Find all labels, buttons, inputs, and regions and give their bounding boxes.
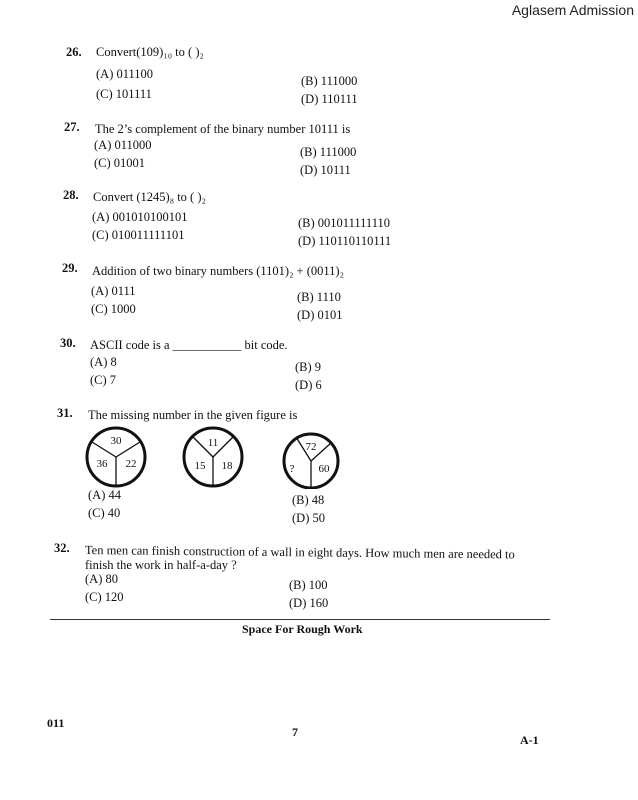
option-c: (C) 120 [85,590,124,604]
figure-circle-1 [87,428,145,486]
option-d: (D) 110111 [301,92,358,106]
option-d: (D) 0101 [297,308,343,322]
circle2-left-value: 15 [194,460,206,472]
option-a: (A) 44 [88,488,121,502]
divider-line [50,619,550,620]
question-text: ASCII code is a ___________ bit code. [90,338,288,352]
question-number: 32. [54,541,70,555]
option-d: (D) 110110110111 [298,234,392,248]
question-text: Convert(109)₁₀ to ( )₂ [96,45,204,59]
option-b: (B) 48 [292,493,325,507]
option-c: (C) 101111 [96,87,152,101]
circle2-right-value: 18 [221,460,233,472]
question-number: 28. [63,188,79,202]
option-b: (B) 111000 [301,74,358,88]
option-a: (A) 011000 [94,138,152,152]
option-c: (C) 40 [88,506,121,520]
header-watermark: Aglasem Admission [511,2,634,18]
circle3-right-value: 60 [318,463,330,475]
circle1-left-value: 36 [96,458,108,470]
option-d: (D) 50 [292,511,325,525]
footer-code: 011 [47,716,65,730]
question-text: Addition of two binary numbers (1101)₂ + (0011)₂ [92,264,344,278]
option-a: (A) 80 [85,572,118,586]
rough-work-label: Space For Rough Work [242,622,363,636]
option-c: (C) 010011111101 [92,228,185,242]
option-c: (C) 7 [90,373,117,387]
option-a: (A) 8 [90,355,117,369]
option-c: (C) 01001 [94,156,146,170]
question-text: The missing number in the given figure is [88,408,298,422]
circle2-top-value: 11 [207,437,219,449]
question-text: The 2’s complement of the binary number 10111 is [95,122,351,136]
circle-figure [80,425,350,489]
option-b: (B) 100 [289,578,328,592]
question-number: 26. [66,45,82,59]
question-number: 27. [64,120,80,134]
option-d: (D) 10111 [300,163,351,177]
option-b: (B) 9 [295,360,322,374]
set-label: A-1 [520,733,539,747]
option-d: (D) 6 [295,378,322,392]
question-number: 31. [57,406,73,420]
option-a: (A) 011100 [96,67,154,81]
page-number: 7 [292,725,298,739]
figure-circle-2 [184,428,242,486]
question-number: 30. [60,336,76,350]
option-c: (C) 1000 [91,302,136,316]
question-text-continued: finish the work in half-a-day ? [85,558,237,572]
circle3-missing-value: ? [289,463,295,475]
question-text: Ten men can finish construction of a wall in eight days. How much men are needed to [84,543,515,562]
circle1-top-value: 30 [110,435,122,447]
circle1-right-value: 22 [125,458,137,470]
question-text: Convert (1245)₈ to ( )₂ [93,190,206,204]
option-b: (B) 111000 [300,145,357,159]
question-number: 29. [62,261,78,275]
option-a: (A) 001010100101 [92,210,188,224]
option-b: (B) 001011111110 [298,216,391,230]
circle3-top-value: 72 [305,441,317,453]
option-b: (B) 1110 [297,290,341,304]
option-a: (A) 0111 [91,284,136,298]
option-d: (D) 160 [289,596,329,610]
figure-circle-3 [284,434,338,488]
